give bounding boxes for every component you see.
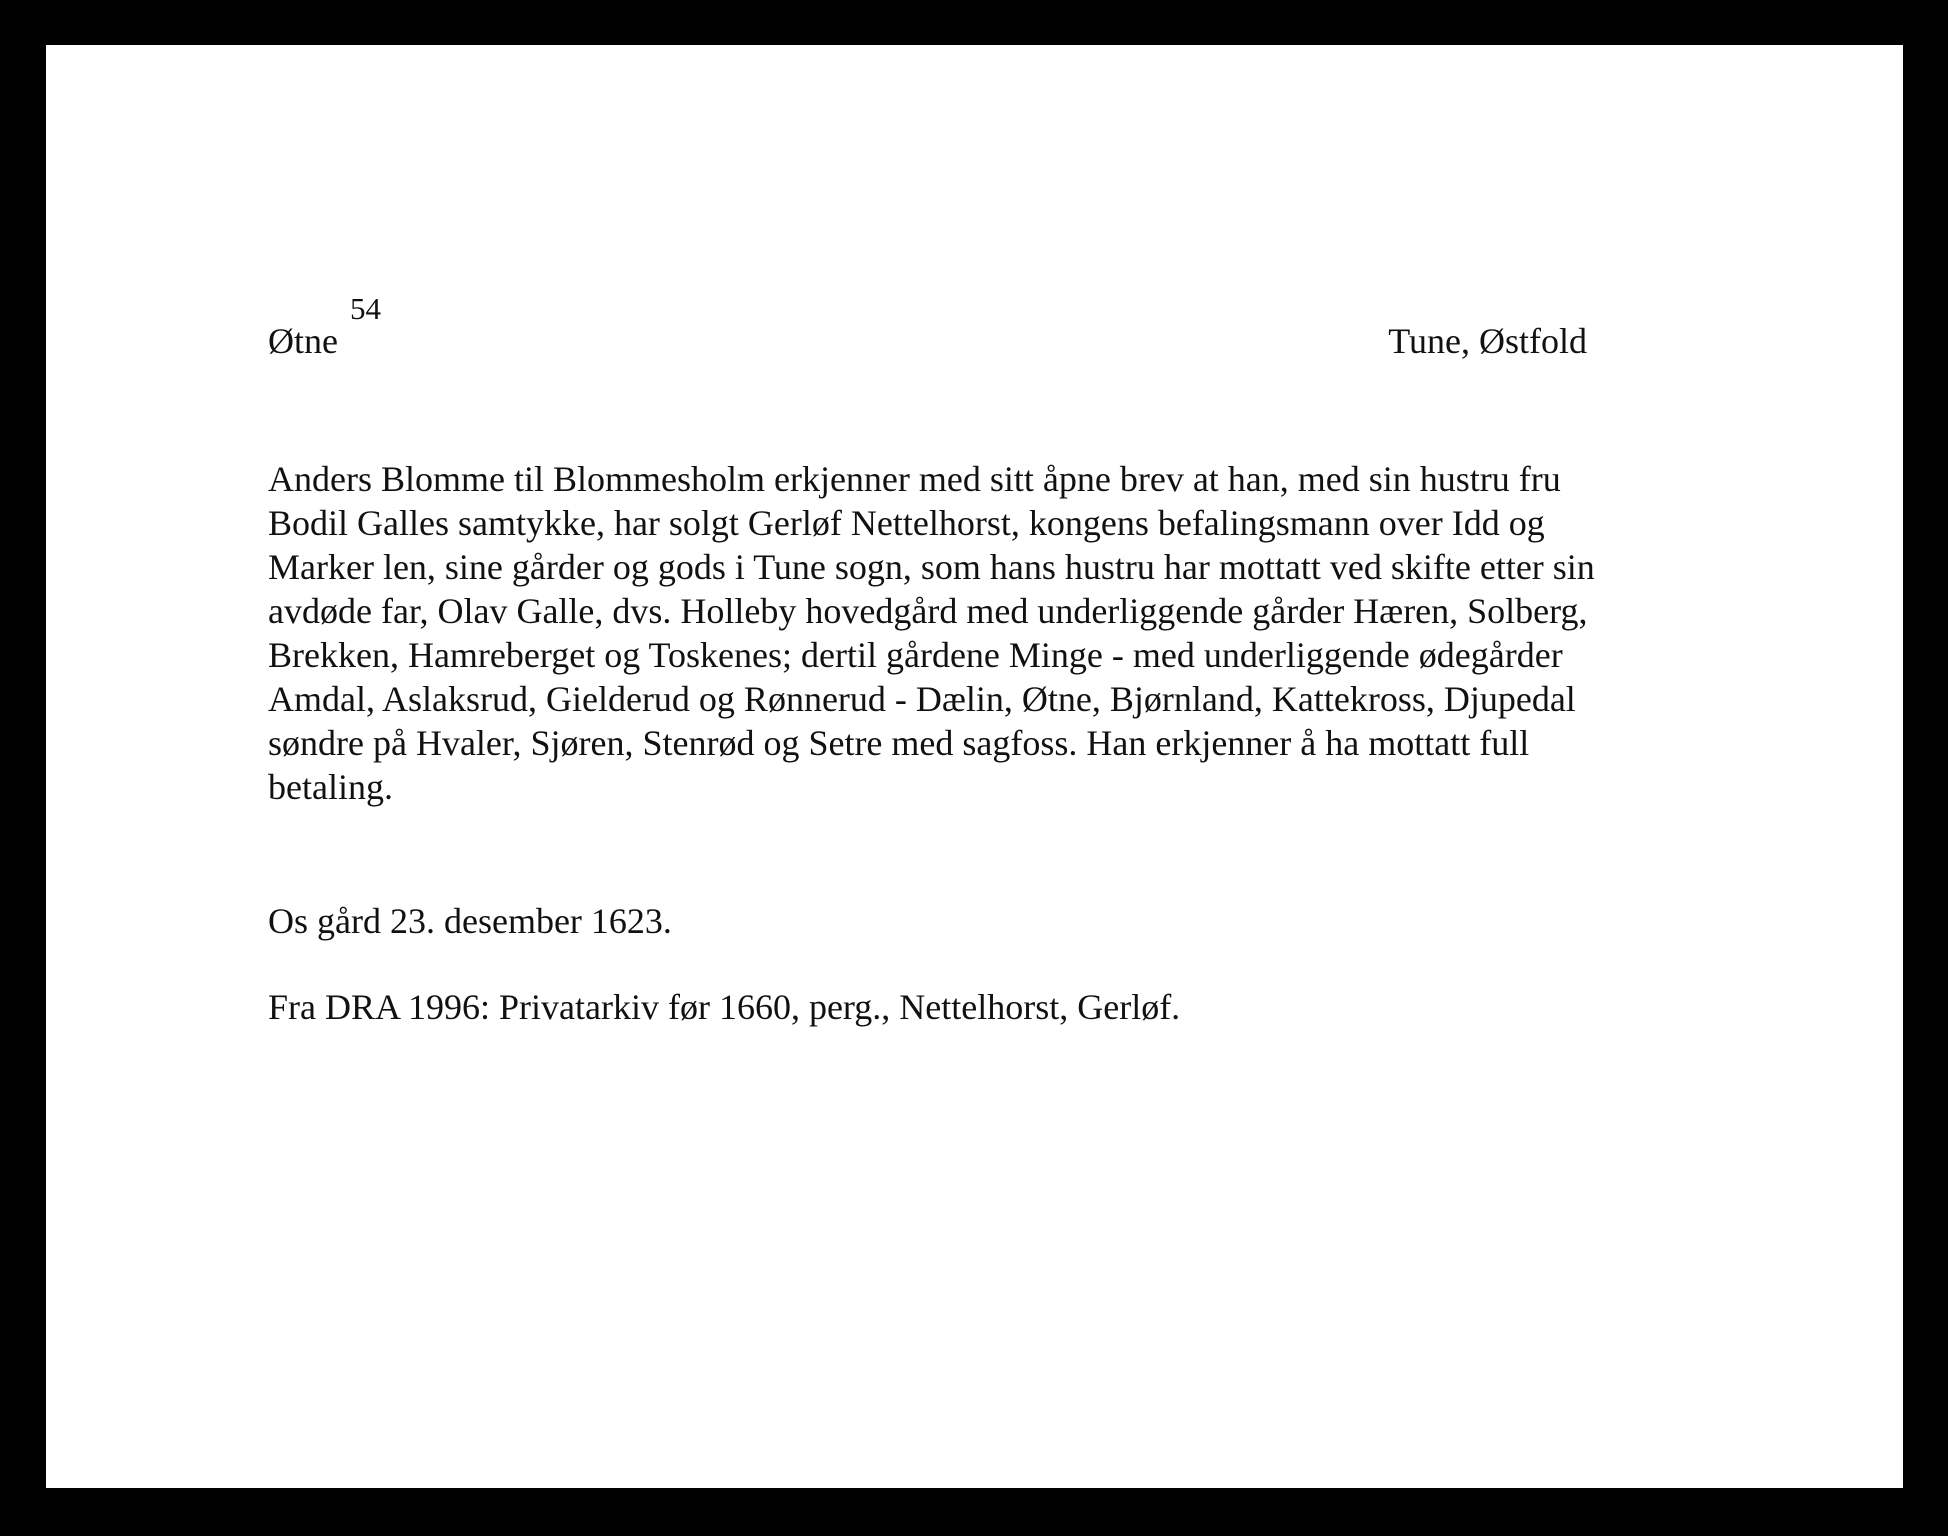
location-label: Tune, Østfold [1388, 321, 1587, 361]
body-line: søndre på Hvaler, Sjøren, Stenrød og Setre med sagfoss. Han erkjenner å ha mottatt full [268, 723, 1530, 763]
place-name: Øtne [268, 321, 338, 361]
body-line: Brekken, Hamreberget og Toskenes; dertil gårdene Minge - med underliggende ødegårder [268, 635, 1563, 675]
body-line: Bodil Galles samtykke, har solgt Gerløf Nettelhorst, kongens befalingsmann over Idd og [268, 503, 1545, 543]
body-line: Marker len, sine gårder og gods i Tune sogn, som hans hustru har mottatt ved skifte etter sin [268, 547, 1595, 587]
body-line: betaling. [268, 767, 393, 807]
document-body [268, 457, 1688, 809]
body-line: avdøde far, Olav Galle, dvs. Holleby hovedgård med underliggende gårder Hæren, Solberg, [268, 591, 1588, 631]
body-line: Anders Blomme til Blommesholm erkjenner med sitt åpne brev at han, med sin hustru fru [268, 459, 1561, 499]
document-date: Os gård 23. desember 1623. [268, 901, 672, 941]
document-card [46, 45, 1903, 1488]
body-line: Amdal, Aslaksrud, Gielderud og Rønnerud - Dælin, Øtne, Bjørnland, Kattekross, Djupedal [268, 679, 1576, 719]
source-reference: Fra DRA 1996: Privatarkiv før 1660, perg., Nettelhorst, Gerløf. [268, 987, 1181, 1027]
document-number: 54 [350, 291, 381, 326]
document-heading [268, 291, 381, 361]
